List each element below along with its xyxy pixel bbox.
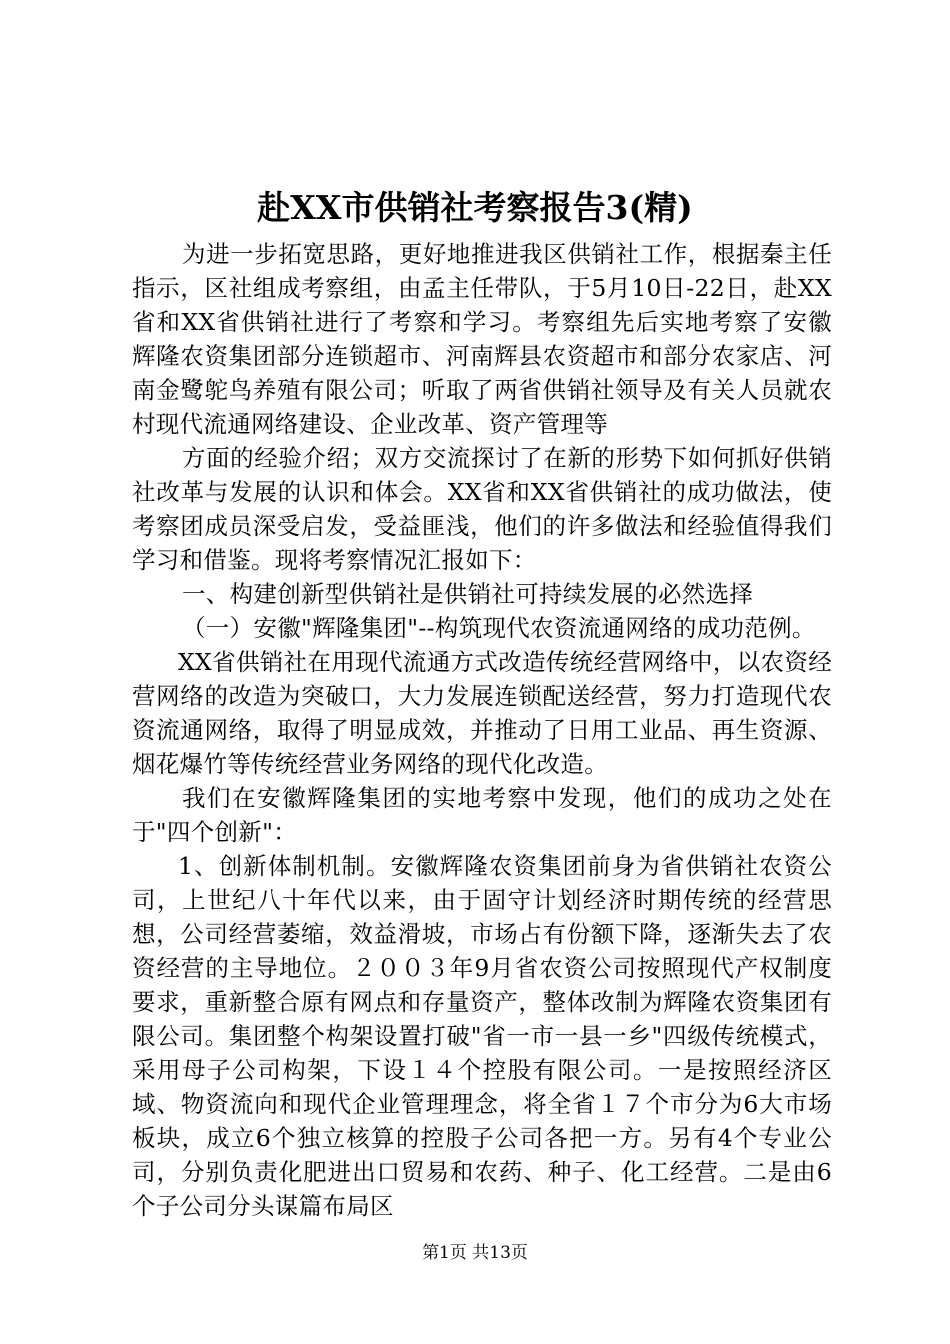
paragraph: XX省供销社在用现代流通方式改造传统经营网络中，以农资经营网络的改造为突破口，大力发展连锁配送经营，努力打造现代农资流通网络，取得了明显成效，并推动了日用工业品、再生资源、烟花爆竹等传统经营业务网络的现代化改造。 [132, 648, 832, 778]
paragraph: 为进一步拓宽思路，更好地推进我区供销社工作，根据秦主任指示，区社组成考察组，由孟主任带队，于5月10日-22日，赴XX省和XX省供销社进行了考察和学习。考察组先后实地考察了安徽辉隆农资集团部分连锁超市、河南辉县农资超市和部分农家店、河南金鹭鸵鸟养殖有限公司；听取了两省供销社领导及有关人员就农村现代流通网络建设、企业改革、资产管理等 [132, 240, 832, 438]
subsection-heading: （一）安徽"辉隆集团"--构筑现代农资流通网络的成功范例。 [182, 614, 816, 642]
document-body [132, 237, 832, 1223]
section-heading: 一、构建创新型供销社是供销社可持续发展的必然选择 [182, 580, 754, 608]
paragraph: 方面的经验介绍；双方交流探讨了在新的形势下如何抓好供销社改革与发展的认识和体会。XX省和XX省供销社的成功做法，使考察团成员深受启发，受益匪浅，他们的许多做法和经验值得我们学习和借鉴。现将考察情况汇报如下： [132, 444, 832, 574]
page-number-footer: 第1页 共13页 [422, 1243, 528, 1263]
paragraph: 1、创新体制机制。安徽辉隆农资集团前身为省供销社农资公司，上世纪八十年代以来，由于固守计划经济时期传统的经营思想，公司经营萎缩，效益滑坡，市场占有份额下降，逐渐失去了农资经营的主导地位。２００３年9月省农资公司按照现代产权制度要求，重新整合原有网点和存量资产，整体改制为辉隆农资集团有限公司。集团整个构架设置打破"省一市一县一乡"四级传统模式，采用母子公司构架，下设１４个控股有限公司。一是按照经济区域、物资流向和现代企业管理理念，将全省１７个市分为6大市场板块，成立6个独立核算的控股子公司各把一方。另有4个专业公司，分别负责化肥进出口贸易和农药、种子、化工经营。二是由6个子公司分头谋篇布局区 [132, 852, 832, 1220]
document-title: 赴XX市供销社考察报告3(精) [257, 188, 693, 227]
paragraph: 我们在安徽辉隆集团的实地考察中发现，他们的成功之处在于"四个创新"： [132, 784, 832, 846]
